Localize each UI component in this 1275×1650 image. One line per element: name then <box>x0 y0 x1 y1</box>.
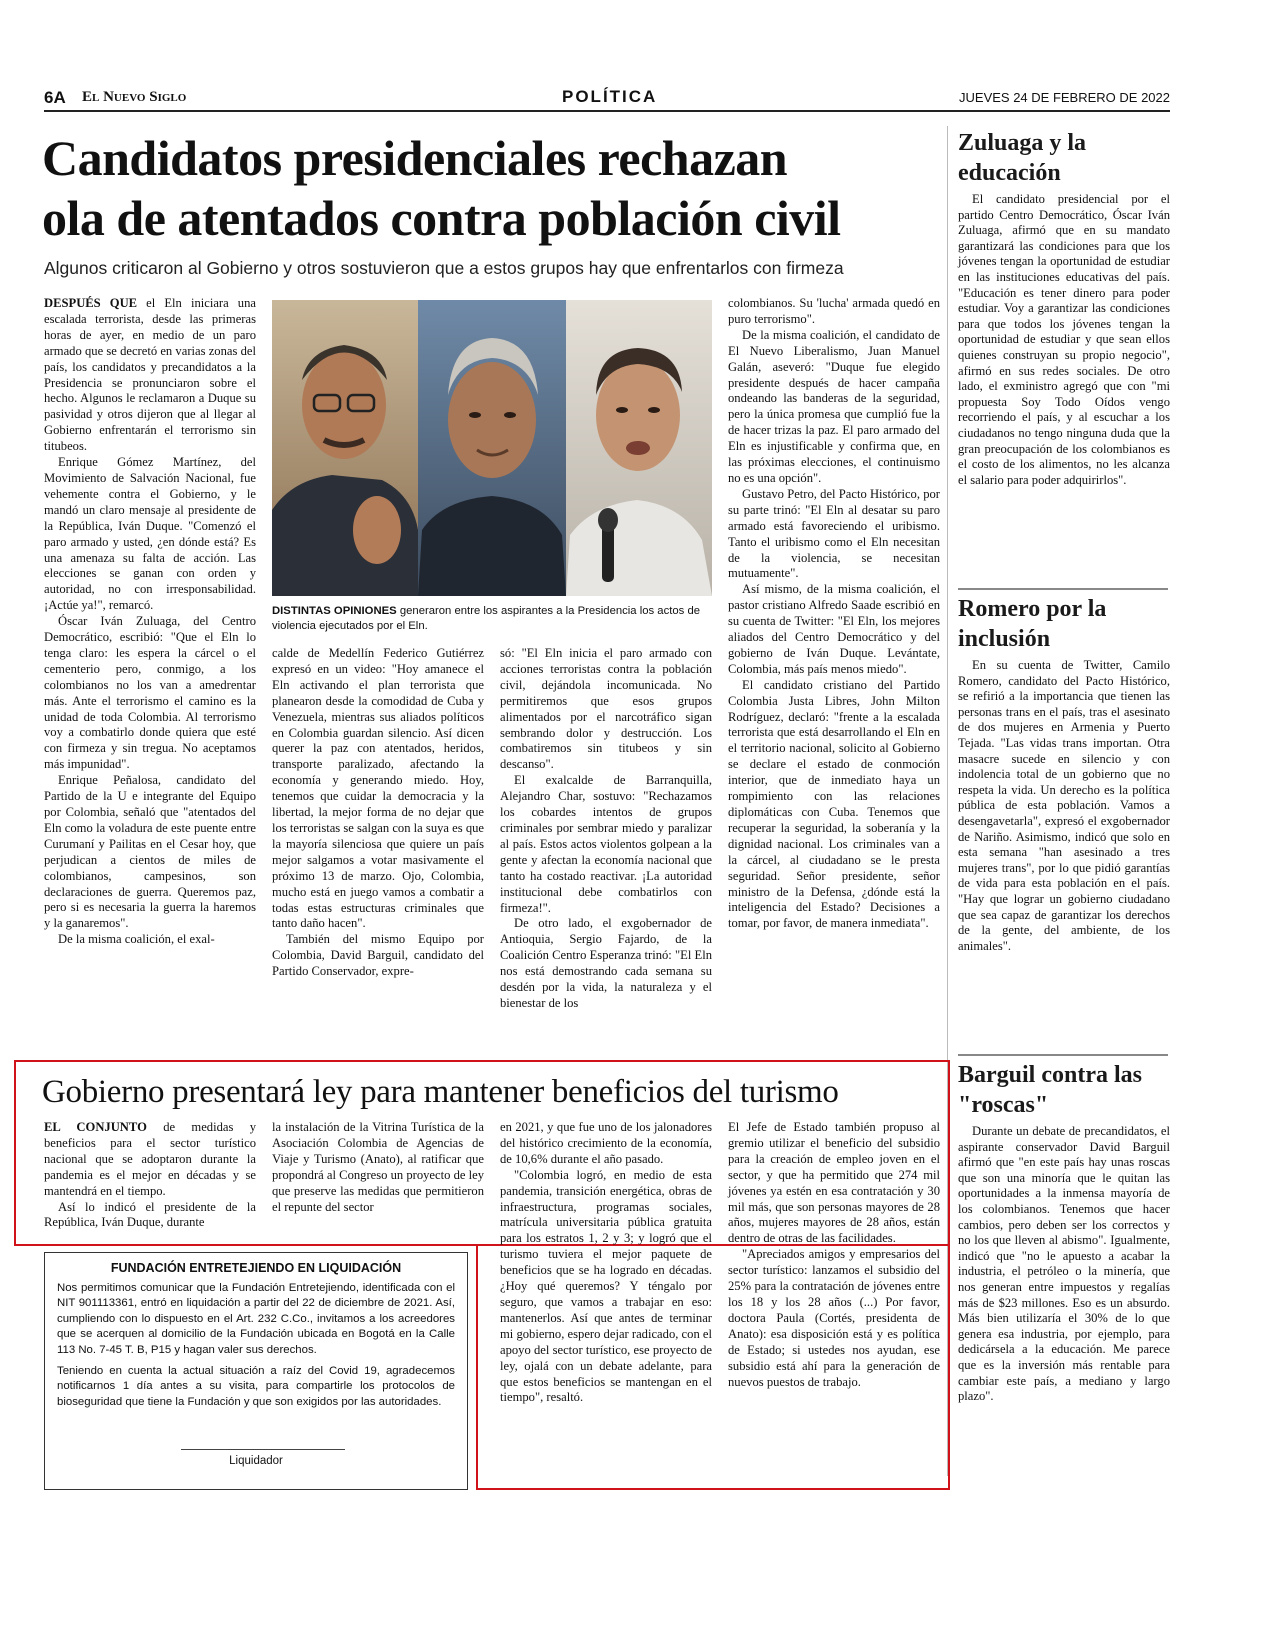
main-subtitle: Algunos criticaron al Gobierno y otros sostuvieron que a estos grupos hay que enfrentarlos con firmeza <box>44 258 844 278</box>
article-paragraph: Enrique Gómez Martínez, del Movimiento de Salvación Nacional, fue vehemente contra el Gobierno, y le mandó un claro mensaje al presidente de la República, Iván Duque. "Comenzó el paro armado y usted, ¿en dónde está? Es una amenaza su falta de acción. Las elecciones se ganan con orden y autoridad, no con irresponsabilidad. ¡Actúe ya!", remarcó. <box>44 455 256 613</box>
headline-line-2: ola de atentados contra población civil <box>42 190 841 246</box>
page-header <box>44 86 1170 110</box>
article-paragraph: De la misma coalición, el candidato de El Nuevo Liberalismo, Juan Manuel Galán, aseveró: "Duque fue elegido presidente después de hacer campaña ondeando las banderas de la seguridad, pero la única promesa que cumplió fue la de hacer trizas la paz. El paro armado del Eln es injustificable y confirma que, en las próximas elecciones, el continuismo no es una opción". <box>728 327 940 485</box>
tourism-column-2: la instalación de la Vitrina Turística de la Asociación Colombia de Agencias de Viaje y Turismo (Anato), al ratificar que propondrá al Congreso un proyecto de ley que preserve las medidas que permitieron el repunte del sector <box>272 1120 484 1214</box>
article-paragraph: De la misma coalición, el exal- <box>58 932 215 947</box>
tourism-column-1: EL CONJUNTO de medidas y beneficios para el sector turístico nacional que se adoptaron durante la pandemia es el mejor en décadas y se mantendrá en el tiempo. Así lo indicó el presidente de la República, Iván Duque, durante <box>44 1120 256 1230</box>
article-column-1 <box>44 296 256 948</box>
article-paragraph: DESPUÉS QUE el Eln iniciara una escalada terrorista, desde las primeras horas de ayer, en medio de un paro armado que se decretó en varias zonas del país, los candidatos y precandidatos a la Presidencia se pronunciaron sobre el hecho. Algunos le reclamaron a Duque su pasividad y otros dijeron que al llegar al Gobierno enfrentarán el terrorismo sin titubeos. <box>44 296 256 454</box>
tourism-column-4: El Jefe de Estado también propuso al gremio utilizar el beneficio del subsidio para la creación de empleo joven en el sector, y que ha permitido que 274 mil jóvenes ya estén en esa contratación y 30 mil más, que son personas mayores de 28 años, mujeres mayores de 28 años, están dentro de otras de las facilidades. "Apreciados amigos y empresarios del sector turístico: lanzamos el subsidio del 25% para la contratación de jóvenes entre los 18 y los 28 años (...) Por favor, doctora Paula (Cortés, presidenta de Anato): esa disposición está y es política de Estado; si ustedes nos ayudan, ese subsidio está ahí para la generación de nuevos puestos de trabajo. <box>728 1120 940 1389</box>
photo-caption-lead: DISTINTAS OPINIONES <box>272 605 397 617</box>
candidates-photo <box>272 300 712 596</box>
sidebar-title-barguil: Barguil contra las "roscas" <box>958 1062 1142 1118</box>
photo-caption <box>272 604 712 634</box>
sidebar-title-zuluaga: Zuluaga y la educación <box>958 130 1087 186</box>
page-date: JUEVES 24 DE FEBRERO DE 2022 <box>959 90 1170 105</box>
article-paragraph: El exalcalde de Barranquilla, Alejandro Char, sostuvo: "Rechazamos los cobardes intentos de grupos criminales por sembrar miedo y paralizar al país. Estos actos violentos golpean a la gente y afectan la economía nacional que tanto ha costado reactivar. ¡La autoridad institucional debe combatirlos con firmeza!". <box>500 773 712 915</box>
candidates-photo-illustration <box>272 300 712 596</box>
sidebar-title-romero: Romero por la inclusión <box>958 596 1107 652</box>
sidebar-rule <box>958 1054 1168 1056</box>
notice-body: Nos permitimos comunicar que la Fundación Entretejiendo, identificada con el NIT 901113361, entró en liquidación a partir del 22 de diciembre de 2021. Así, cumpliendo con lo dispuesto en el Art. 232 C.Co., invitamos a los acreedores que se acerquen al domicilio de la Fundación ubicada en Bogotá en la Calle 113 No. 7-45 T. B, P15 y hagan valer sus derechos. Teniendo en cuenta la actual situación a raíz del Covid 19, agradecemos notificarnos 1 día antes a su visita, para compartirle los protocolos de bioseguridad que tiene la Fundación y que son exigidos por las autoridades. <box>57 1282 455 1408</box>
page-number: 6A <box>44 88 66 107</box>
article-paragraph: Gustavo Petro, del Pacto Histórico, por su parte trinó: "El Eln al desatar su paro armado está favoreciendo el uribismo. Tanto el uribismo como el Eln necesitan de la violencia, se necesitan mutuamente". <box>728 486 940 581</box>
tourism-lead-in: EL CONJUNTO <box>44 1120 147 1134</box>
article-paragraph: El candidato cristiano del Partido Colombia Justa Libres, John Milton Rodríguez, declaró: "frente a la escalada terrorista que está desarrollando el Eln en el territorio nacional, solicito al Gobierno se declare el estado de conmoción interior, que de inmediato haya un rompimiento con las relaciones diplomáticas con Cuba. Tenemos que recuperar la seguridad, la soberanía y la dignidad nacional. Los criminales van a la cárcel, al ciudadano se le presta seguridad. Señor presidente, señor ministro de la Defensa, ¿dónde está la inteligencia del Estado? Decisiones a tomar, por favor, de manera inmediata". <box>728 677 940 931</box>
sidebar-body-romero: En su cuenta de Twitter, Camilo Romero, candidato del Pacto Histórico, se refirió a la importancia que tienen las personas trans en el país, tras el asesinato de dos mujeres en Armenia y Puerto Tejada. "Las vidas trans importan. Otra masacre sucede en silencio y con indolencia total de un gobierno que no respeta la vida. Un derecho es la política pública de esta población. Vamos a desengavetarla", expresó el exgobernador de Nariño. Asimismo, indicó que solo en esta semana "han asesinado a tres mujeres trans", por lo que pidió garantías de vida para esta población en el país. "Hay que lograr un gobierno ciudadano que sea capaz de garantizar los derechos de la gente, del ambiente, de los animales". <box>958 658 1170 953</box>
article-column-3 <box>500 646 712 1012</box>
article-paragraph: calde de Medellín Federico Gutiérrez expresó en un video: "Hoy amanece el Eln activando el plan terrorista que planearon desde la comodidad de Cuba y Venezuela, mientras sus aliados políticos en Colombia guardan silencio. Así dicen querer la paz con atentados, heridos, transporte paralizado, afectando la economía y generando miedo. Hoy, tenemos que cuidar la democracia y la libertad, la mejor forma de no dejar que los terroristas se salgan con la suya es que la mayoría silenciosa que quiere un país mejor salgamos a votar masivamente el próximo 13 de marzo. Ojo, Colombia, mucho está en juego vamos a combatir a todas estas estructuras criminales que tanto daño hacen". <box>272 646 484 931</box>
notice-signature: Liquidador <box>229 1455 283 1467</box>
article-paragraph: De otro lado, el exgobernador de Antioquia, Sergio Fajardo, de la Coalición Centro Esperanza trinó: "El Eln nos está demostrando cada semana su desdén por la vida, la naturaleza y el bienestar de los <box>500 916 712 1010</box>
sidebar-rule <box>958 588 1168 590</box>
article-paragraph: colombianos. Su 'lucha' armada quedó en puro terrorismo". <box>728 296 940 326</box>
article-column-2 <box>272 646 484 980</box>
legal-notice <box>44 1252 468 1490</box>
headline-line-1: Candidatos presidenciales rechazan <box>42 130 788 186</box>
article-paragraph: También del mismo Equipo por Colombia, David Barguil, candidato del Partido Conservador, expre- <box>272 932 484 979</box>
article-lead-in: DESPUÉS QUE <box>44 296 138 310</box>
sidebar-body-barguil: Durante un debate de precandidatos, el aspirante conservador David Barguil afirmó que "en este país hay unas roscas que son una minoría que le quitan las oportunidades a la inmensa mayoría de los colombianos. Tenemos que hacer cambios, pero deben ser los correctos y no los que lleven al abismo". Igualmente, indicó que "no le apuesto a acabar la industria, el petróleo o la minería, que nos generan entre impuestos y regalías más de $23 millones. Eso es un absurdo. Más bien utilizaría el 30% de lo que genera esa industria, por ejemplo, para dedicársela a la educación. Me parece que es la inversión más rentable para cambiar este país, a mediano y largo plazo". <box>958 1124 1170 1404</box>
article-paragraph: Óscar Iván Zuluaga, del Centro Democrático, escribió: "Que el Eln lo tenga claro: les espera la cárcel o el cementerio pero, conmigo, a los colombianos no los van a amedrentar más. Ante el terrorismo el camino es la unidad de toda Colombia. Al terrorismo voy a combatirlo donde quiera que esté con firmeza y sin tregua. No aceptamos más impunidad". <box>44 614 256 772</box>
article-paragraph: Enrique Peñalosa, candidato del Partido de la U e integrante del Equipo por Colombia, señaló que "atentados del Eln como la voladura de este puente entre Curumaní y Pailitas en el Cesar hoy, que perjudican a cientos de miles de colombianos, campesinos, son declaraciones de guerra. Queremos paz, pero si es necesaria la guerra la haremos y la ganaremos". <box>44 773 256 931</box>
article-column-4 <box>728 296 940 932</box>
header-rule <box>44 110 1170 112</box>
signature-line <box>181 1449 345 1450</box>
sidebar-body-zuluaga: El candidato presidencial por el partido Centro Democrático, Óscar Iván Zuluaga, afirmó que en su mandato garantizará las condiciones para que los jóvenes tengan la oportunidad de estudiar en las instituciones educativas del país. "Educación es tener dinero para poder estudiar. Voy a garantizar las condiciones para que todos los jóvenes tengan la oportunidad de estudiar y que sean ellos quienes construyan su propio negocio", afirmó en sus redes sociales. De otro lado, el exministro agregó que con "mi propuesta Soy Todo Oídos vengo recorriendo el país, y al escuchar a los ciudadanos no tengo ninguna duda que la gran preocupación de los colombianos es el costo de los alimentos, no les alcanza el salario para poder adquirirlos". <box>958 192 1170 487</box>
masthead: El Nuevo Siglo <box>82 89 187 105</box>
notice-title: FUNDACIÓN ENTRETEJIENDO EN LIQUIDACIÓN <box>110 1261 402 1275</box>
section-label: POLÍTICA <box>562 87 658 106</box>
tourism-headline: Gobierno presentará ley para mantener beneficios del turismo <box>42 1074 839 1110</box>
article-paragraph: só: "El Eln inicia el paro armado con acciones terroristas contra la población civil, dejándola incomunicada. No permitiremos que esos grupos alimentados por el narcotráfico sigan sembrando dolor y destrucción. Los combatiremos sin titubeos y sin descanso". <box>500 646 712 772</box>
tourism-column-3: en 2021, y que fue uno de los jalonadores del histórico crecimiento de la economía, de 10,6% durante el año pasado. "Colombia logró, en medio de esta pandemia, transición energética, obras de infraestructura, programas sociales, matrícula universitaria pública gratuita para los estratos 1, 2 y 3; y logró que el turismo tuviera el mejor paquete de beneficios que se ha logrado en décadas. ¿Hoy qué queremos? Y téngalo por seguro, que vamos a trabajar en eso: mantenerlos. Así que antes de terminar mi gobierno, espero dejar radicado, con el apoyo del sector turístico, ese proyecto de ley, ojalá con un debate adelante, para que estos beneficios se mantengan en el tiempo", resaltó. <box>500 1120 712 1405</box>
main-headline <box>42 128 942 248</box>
article-paragraph: Así mismo, de la misma coalición, el pastor cristiano Alfredo Saade escribió en su cuenta de Twitter: "El Eln, los mejores aliados del Centro Democrático y del gobierno de Iván Duque. Levántate, Colombia, más país menos miedo". <box>728 582 940 676</box>
photo-caption-text: generaron entre los aspirantes a la Presidencia los actos de violencia ejecutados por el Eln. <box>272 605 701 632</box>
